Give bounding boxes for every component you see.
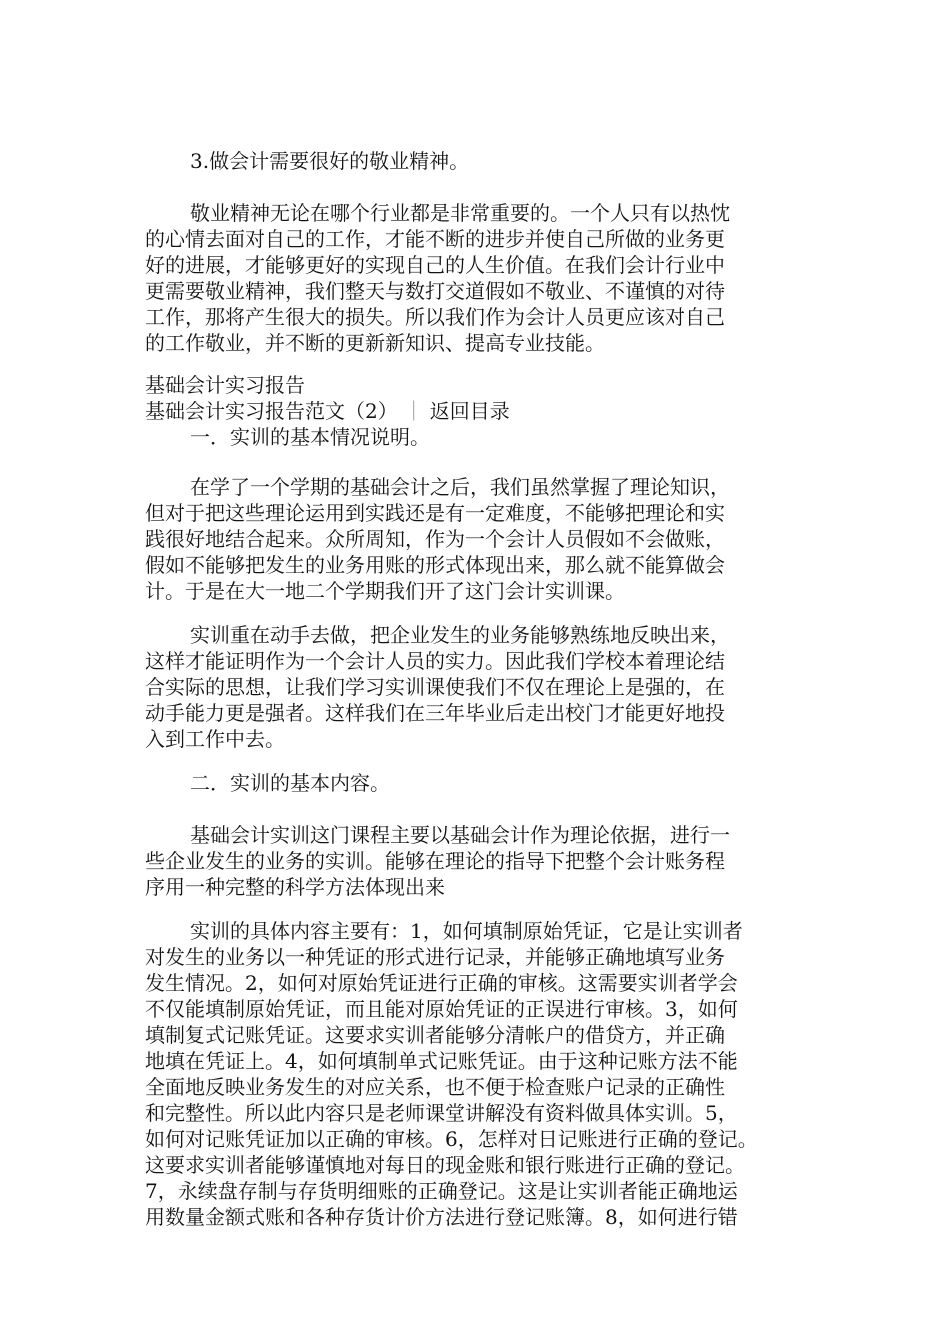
section3-paragraph (145, 200, 815, 356)
paragraph-line: 工作，那将产生很大的损失。所以我们作为会计人员更应该对自己 (145, 305, 725, 329)
paragraph-line: 合实际的思想，让我们学习实训课使我们不仅在理论上是强的，在 (145, 675, 725, 699)
paragraph-line: 在学了一个学期的基础会计之后，我们虽然掌握了理论知识， (190, 475, 730, 499)
paragraph-line: 地填在凭证上。4，如何填制单式记账凭证。由于这种记账方法不能 (145, 1049, 738, 1073)
part1-paragraph-2 (145, 622, 815, 752)
paragraph-line: 序用一种完整的科学方法体现出来 (145, 875, 445, 899)
paragraph-line: 的工作敬业，并不断的更新新知识、提高专业技能。 (145, 331, 605, 355)
paragraph-line: 和完整性。所以此内容只是老师课堂讲解没有资料做具体实训。5， (145, 1101, 738, 1125)
part1-heading: 一．实训的基本情况说明。 (190, 425, 430, 449)
part2-heading-block (145, 770, 815, 796)
report-subtitle-line (145, 398, 815, 424)
paragraph-line: 全面地反映业务发生的对应关系，也不便于检查账户记录的正确性 (145, 1075, 725, 1099)
paragraph-line: 对发生的业务以一种凭证的形式进行记录，并能够正确地填写业务 (145, 945, 725, 969)
part1-paragraph-1 (145, 474, 815, 604)
paragraph-line: 的心情去面对自己的工作，才能不断的进步并使自己所做的业务更 (145, 227, 725, 251)
section3-heading: 3.做会计需要很好的敬业精神。 (190, 149, 470, 173)
paragraph-line: 如何对记账凭证加以正确的审核。6，怎样对日记账进行正确的登记。 (145, 1127, 758, 1151)
paragraph-line: 这样才能证明作为一个会计人员的实力。因此我们学校本着理论结 (145, 649, 725, 673)
separator: ｜ (403, 399, 424, 423)
paragraph-line: 不仅能填制原始凭证，而且能对原始凭证的正误进行审核。3，如何 (145, 997, 738, 1021)
part2-heading: 二．实训的基本内容。 (190, 771, 390, 795)
paragraph-line: 填制复式记账凭证。这要求实训者能够分清帐户的借贷方，并正确 (145, 1023, 725, 1047)
paragraph-line: 但对于把这些理论运用到实践还是有一定难度，不能够把理论和实 (145, 501, 725, 525)
paragraph-line: 好的进展，才能够更好的实现自己的人生价值。在我们会计行业中 (145, 253, 725, 277)
section3-heading-block (145, 148, 815, 174)
paragraph-line: 基础会计实训这门课程主要以基础会计作为理论依据，进行一 (190, 823, 730, 847)
part2-paragraph-1 (145, 822, 815, 900)
paragraph-line: 些企业发生的业务的实训。能够在理论的指导下把整个会计账务程 (145, 849, 725, 873)
paragraph-line: 假如不能够把发生的业务用账的形式体现出来，那么就不能算做会 (145, 553, 725, 577)
paragraph-line: 这要求实训者能够谨慎地对每日的现金账和银行账进行正确的登记。 (145, 1153, 745, 1177)
paragraph-line: 实训重在动手去做，把企业发生的业务能够熟练地反映出来， (190, 623, 730, 647)
paragraph-line: 敬业精神无论在哪个行业都是非常重要的。一个人只有以热忱 (190, 201, 730, 225)
paragraph-line: 入到工作中去。 (145, 727, 285, 751)
paragraph-line: 发生情况。2，如何对原始凭证进行正确的审核。这需要实训者学会 (145, 971, 738, 995)
part2-paragraph-2 (145, 918, 815, 1230)
back-to-contents-link[interactable]: 返回目录 (429, 399, 510, 423)
paragraph-line: 践很好地结合起来。众所周知，作为一个会计人员假如不会做账， (145, 527, 725, 551)
paragraph-line: 7，永续盘存制与存货明细账的正确登记。这是让实训者能正确地运 (145, 1179, 738, 1203)
paragraph-line: 实训的具体内容主要有：1，如何填制原始凭证，它是让实训者 (190, 919, 743, 943)
paragraph-line: 用数量金额式账和各种存货计价方法进行登记账簿。8，如何进行错 (145, 1205, 738, 1229)
paragraph-line: 更需要敬业精神，我们整天与数打交道假如不敬业、不谨慎的对待 (145, 279, 725, 303)
report-title: 基础会计实习报告 (145, 373, 305, 397)
report-subtitle: 基础会计实习报告范文（2） (145, 399, 398, 423)
paragraph-line: 计。于是在大一地二个学期我们开了这门会计实训课。 (145, 579, 625, 603)
paragraph-line: 动手能力更是强者。这样我们在三年毕业后走出校门才能更好地投 (145, 701, 725, 725)
report-header (145, 372, 815, 450)
